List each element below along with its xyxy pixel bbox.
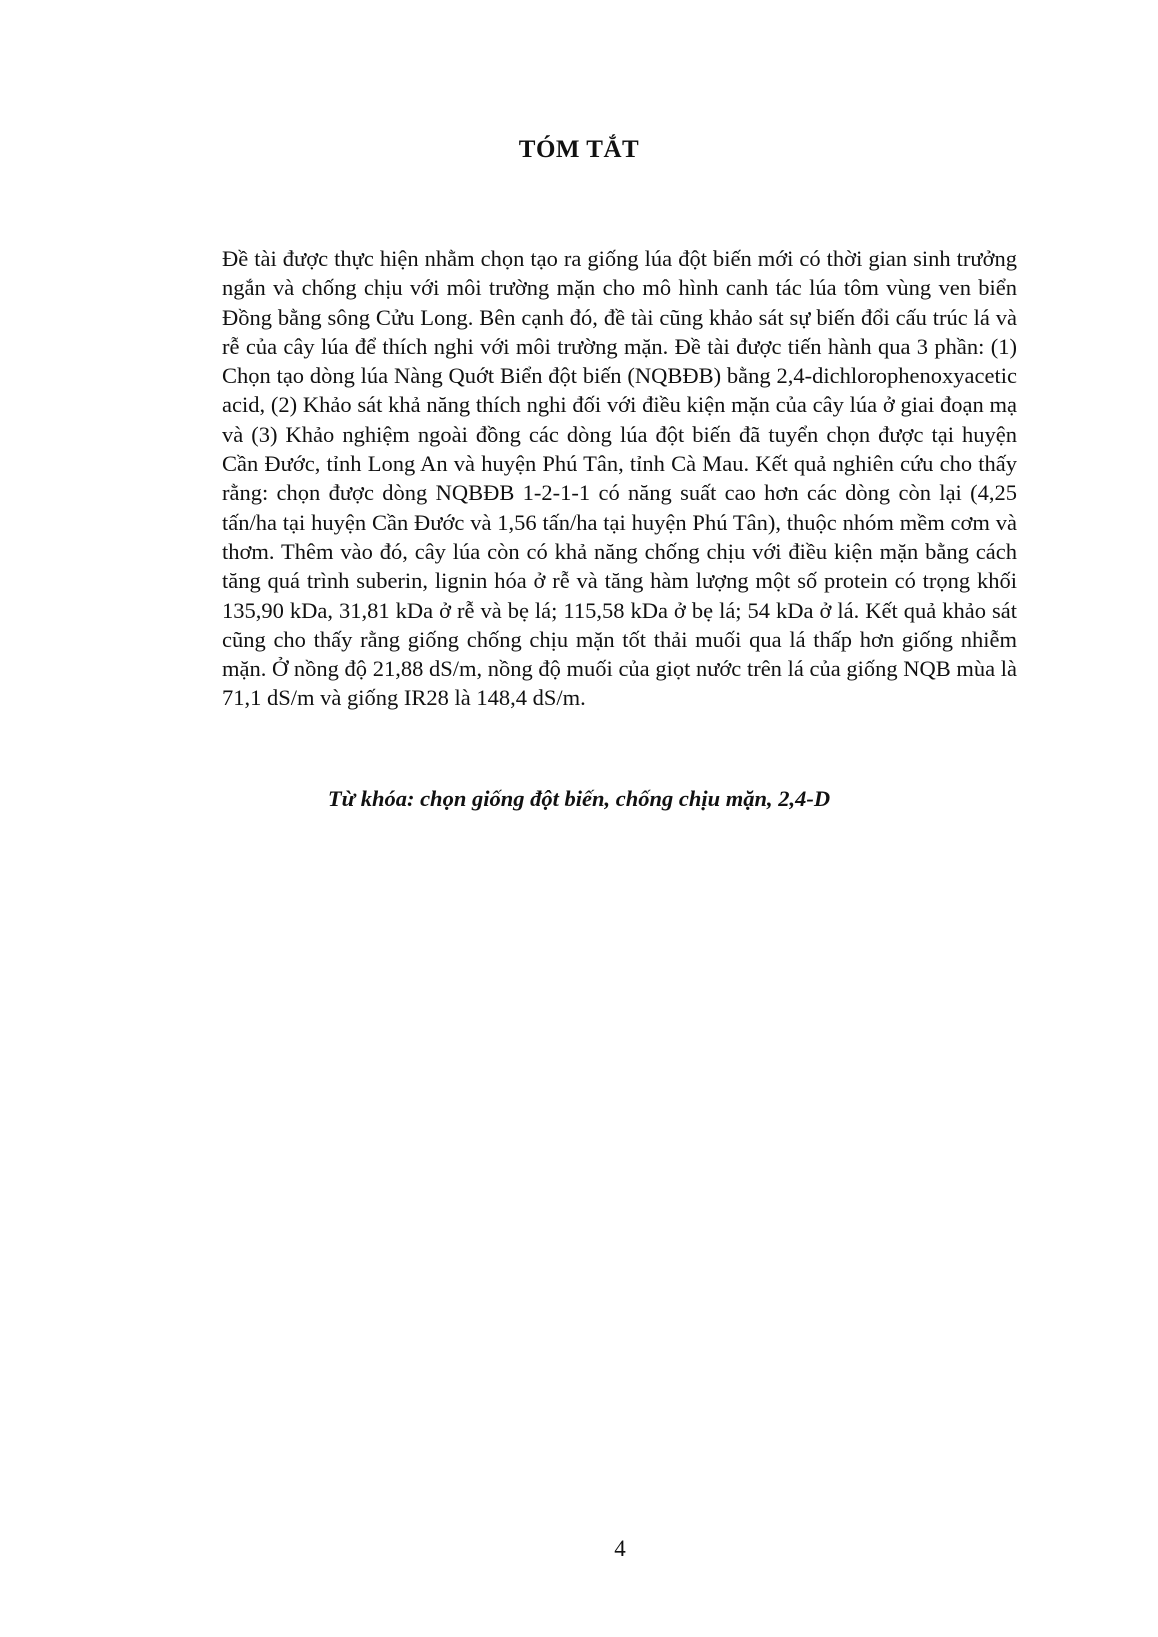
keywords-line: Từ khóa: chọn giống đột biến, chống chịu mặn, 2,4-D xyxy=(327,786,831,811)
abstract-title: TÓM TẮT xyxy=(518,136,640,163)
abstract-body: Đề tài được thực hiện nhằm chọn tạo ra giống lúa đột biến mới có thời gian sinh trưởng ngắn và chống chịu với môi trường mặn cho mô hình canh tác lúa tôm vùng ven biển Đồng bằng sông Cửu Long. Bên cạnh đó, đề tài cũng khảo sát sự biến đổi cấu trúc lá và rễ của cây lúa để thích nghi với môi trường mặn. Đề tài được tiến hành qua 3 phần: (1) Chọn tạo dòng lúa Nàng Quớt Biển đột biến (NQBĐB) bằng 2,4-dichlorophenoxyacetic acid, (2) Khảo sát khả năng thích nghi đối với điều kiện mặn của cây lúa ở giai đoạn mạ và (3) Khảo nghiệm ngoài đồng các dòng lúa đột biến đã tuyển chọn được tại huyện Cần Đước, tỉnh Long An và huyện Phú Tân, tỉnh Cà Mau. Kết quả nghiên cứu cho thấy rằng: chọn được dòng NQBĐB 1-2-1-1 có năng suất cao hơn các dòng còn lại (4,25 tấn/ha tại huyện Cần Đước và 1,56 tấn/ha tại huyện Phú Tân), thuộc nhóm mềm cơm và thơm. Thêm vào đó, cây lúa còn có khả năng chống chịu với điều kiện mặn bằng cách tăng quá trình suberin, lignin hóa ở rễ và tăng hàm lượng một số protein có trọng khối 135,90 kDa, 31,81 kDa ở rễ và bẹ lá; 115,58 kDa ở bẹ lá; 54 kDa ở lá. Kết quả khảo sát cũng cho thấy rằng giống chống chịu mặn tốt thải muối qua lá thấp hơn giống nhiễm mặn. Ở nồng độ 21,88 dS/m, nồng độ muối của giọt nước trên lá của giống NQB mùa là 71,1 dS/m và giống IR28 là 148,4 dS/m. xyxy=(222,246,1017,711)
page-number: 4 xyxy=(614,1536,626,1561)
